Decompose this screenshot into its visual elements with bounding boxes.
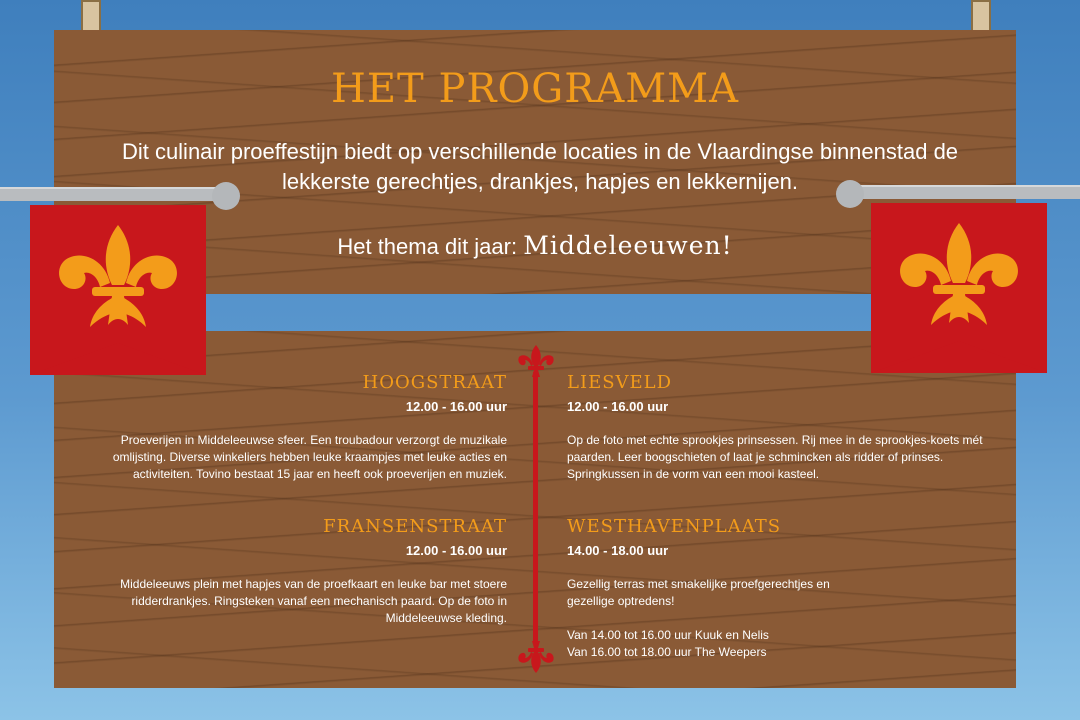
hanging-rope-right xyxy=(971,0,991,34)
location-time-westhavenplaats: 14.00 - 18.00 uur xyxy=(567,543,669,558)
location-name-fransenstraat: FRANSENSTRAAT xyxy=(323,516,507,537)
theme-value: Middeleeuwen! xyxy=(523,231,733,260)
theme-line xyxy=(54,231,1016,260)
location-name-westhavenplaats: WESTHAVENPLAATS xyxy=(567,516,782,537)
location-time-fransenstraat: 12.00 - 16.00 uur xyxy=(405,543,507,558)
fleur-de-lis-icon xyxy=(518,640,554,674)
location-name-hoogstraat: HOOGSTRAAT xyxy=(362,372,507,393)
location-time-liesveld: 12.00 - 16.00 uur xyxy=(567,399,669,414)
location-name-liesveld: LIESVELD xyxy=(567,372,673,393)
location-description-westhavenplaats: Gezellig terras met smakelijke proefgerechtjes en gezellige optredens! xyxy=(567,577,830,608)
location-time-hoogstraat: 12.00 - 16.00 uur xyxy=(405,399,507,414)
schedule-item: Van 14.00 tot 16.00 uur Kuuk en Nelis xyxy=(567,628,769,642)
banner-right-shape xyxy=(871,203,1047,373)
banner-right xyxy=(871,203,1047,373)
page-title: HET PROGRAMMA xyxy=(330,66,740,112)
hanging-rope-left xyxy=(81,0,101,34)
center-divider xyxy=(533,372,538,644)
intro-text: Dit culinair proeffestijn biedt op verschillende locaties in de Vlaardingse binnenstad de lekkerste gerechtjes, drankjes, hapjes en lekkernijen. xyxy=(121,139,959,194)
location-description-hoogstraat: Proeverijen in Middeleeuwse sfeer. Een troubadour verzorgt de muzikale omlijsting. Diverse winkeliers hebben leuke kraampjes met leuke acties en activiteiten. Tovino bestaat 15 jaar en heeft ook proeverijen en muziek. xyxy=(112,433,507,481)
location-description-fransenstraat: Middeleeuws plein met hapjes van de proefkaart en leuke bar met stoere ridderdrankjes. Ringsteken vanaf een mechanisch paard. Op de foto in Middeleeuwse kleding. xyxy=(120,577,507,625)
schedule-item: Van 16.00 tot 18.00 uur The Weepers xyxy=(567,645,767,659)
fleur-de-lis-icon xyxy=(518,344,554,378)
theme-label: Het thema dit jaar: xyxy=(337,234,518,259)
location-description-liesveld: Op de foto met echte sprookjes prinsessen. Rij mee in de sprookjes-koets mét paarden. Leer boogschieten of laat je schmincken als ridder of prinses. Springkussen in de vorm van een mooi kasteel. xyxy=(567,433,983,481)
